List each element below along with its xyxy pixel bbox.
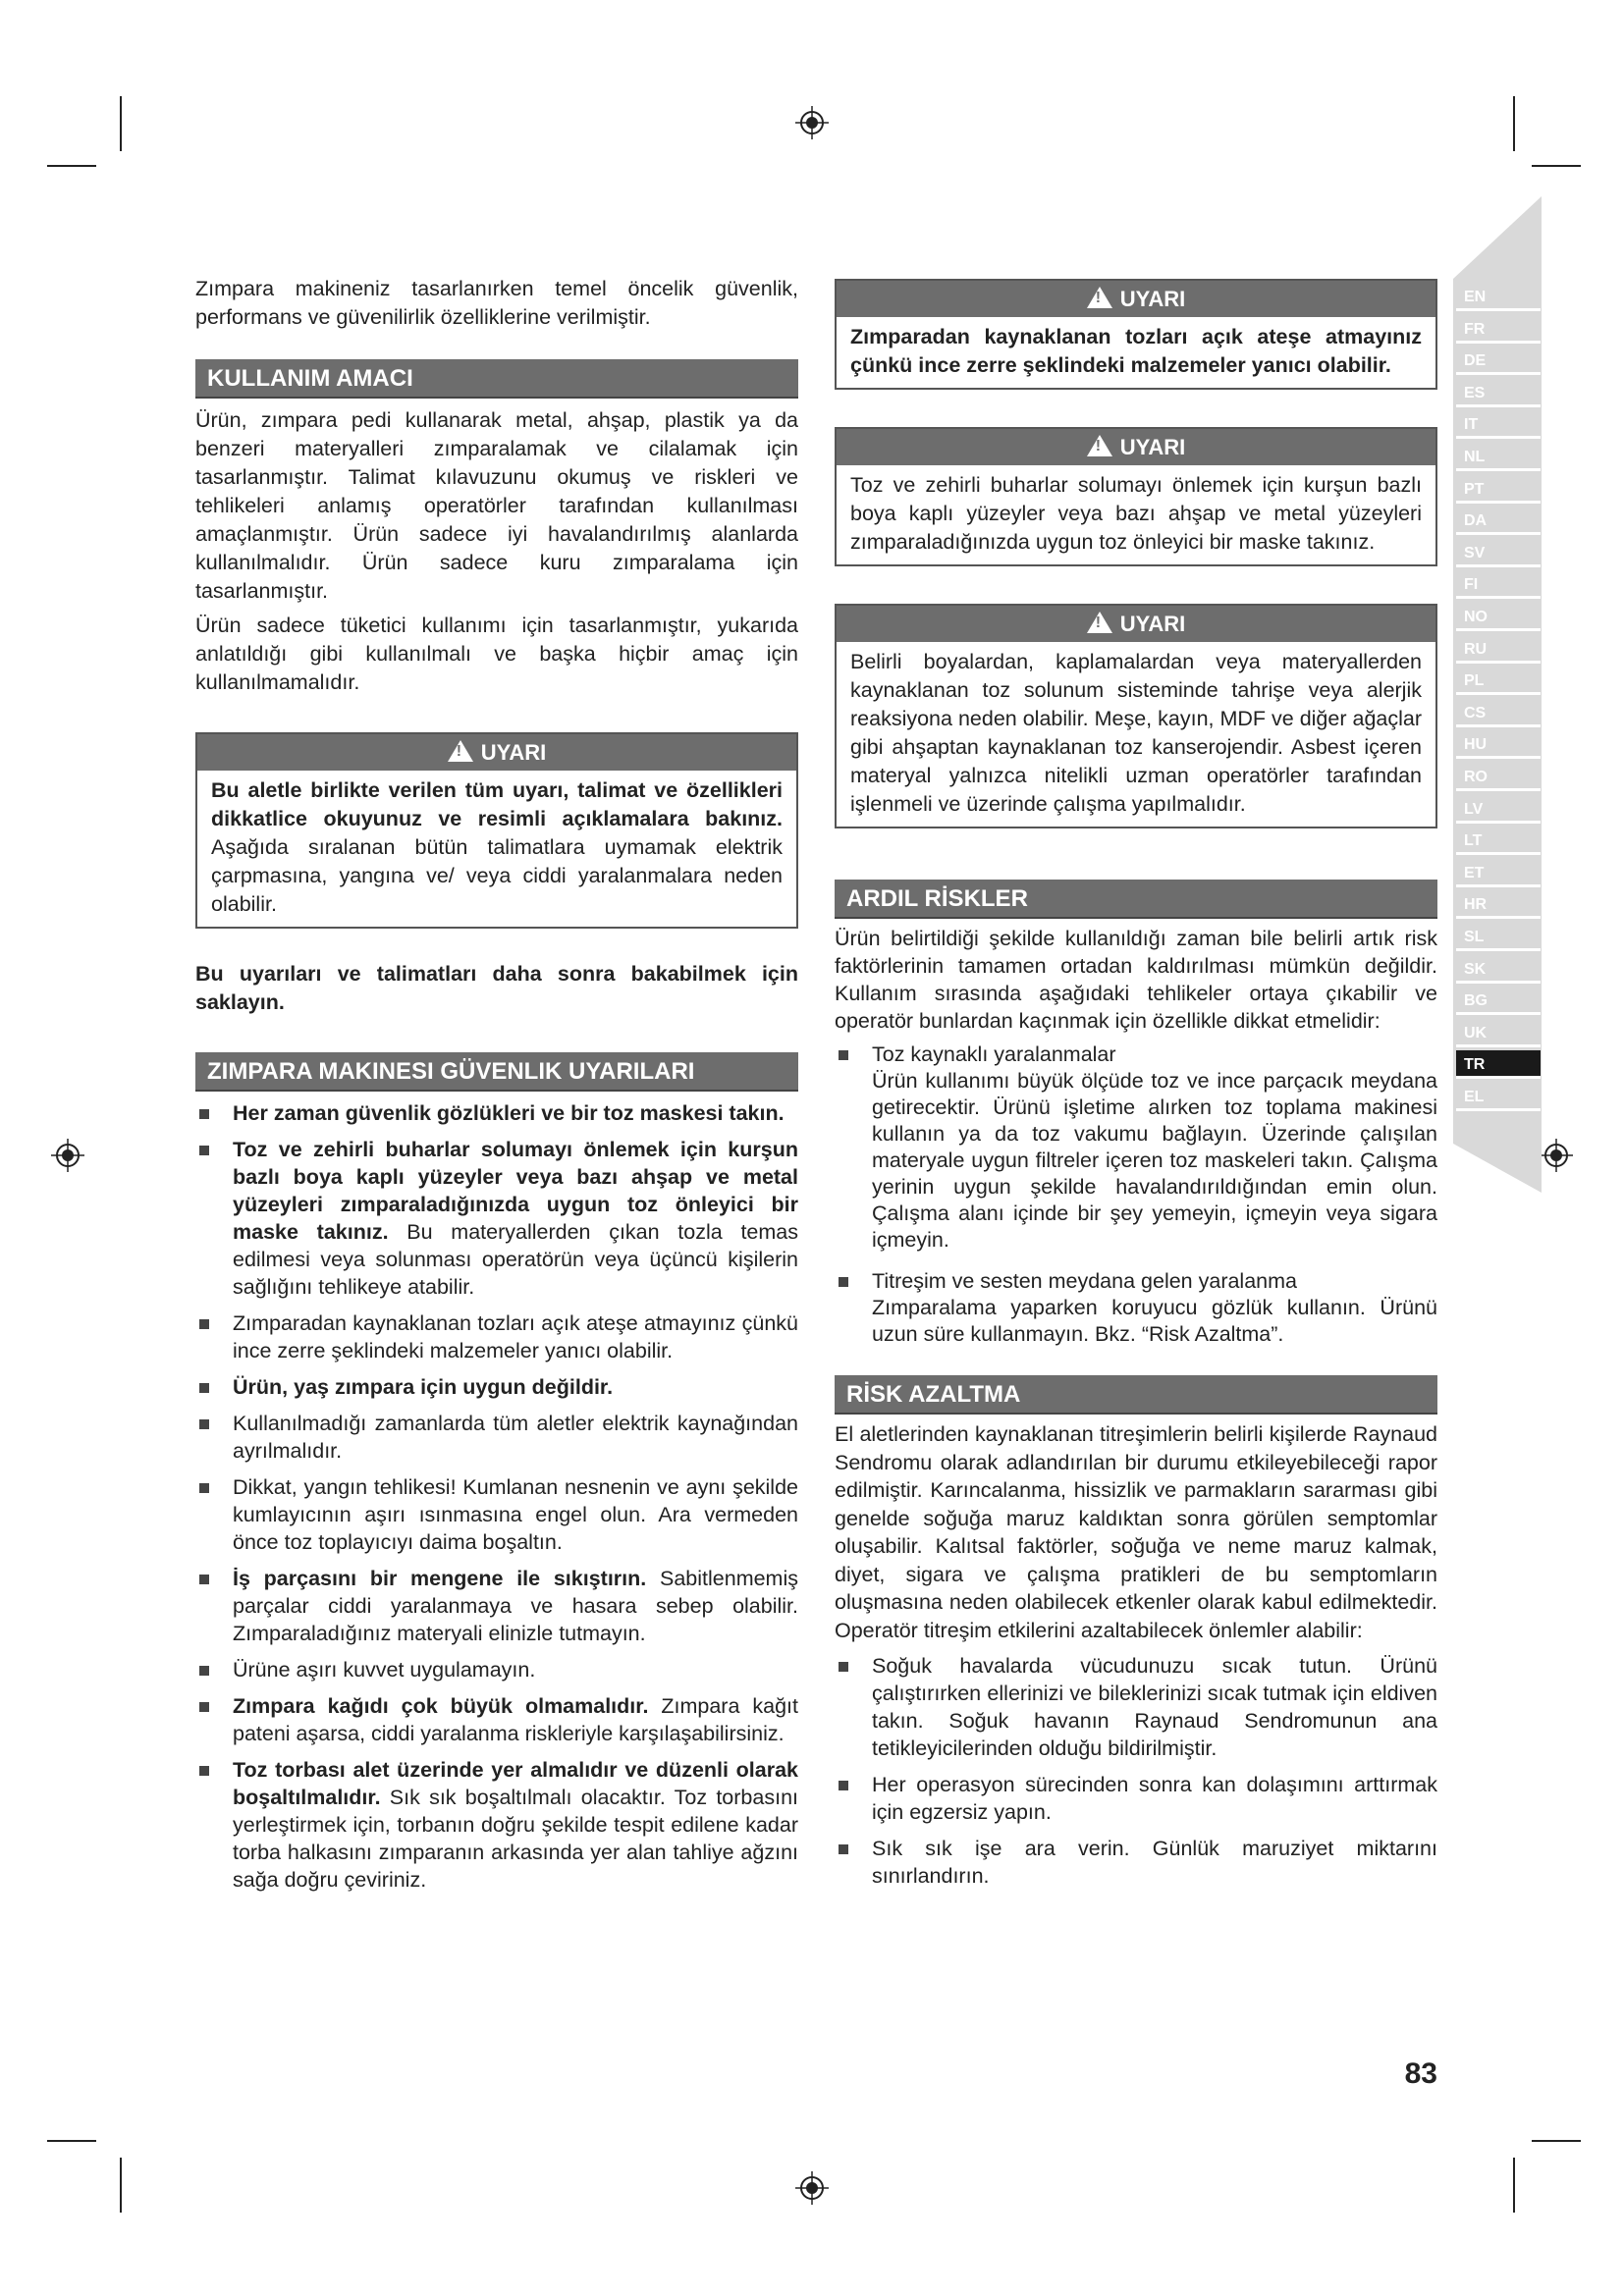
left-column bbox=[195, 275, 798, 1902]
risk-item-text: Zımparalama yaparken koruyucu gözlük kullanın. Ürünü uzun süre kullanmayın. Bkz. “Risk Azaltma”. bbox=[872, 1296, 1437, 1346]
risk-reduction-item bbox=[835, 1835, 1437, 1890]
language-tab-sl[interactable]: SL bbox=[1456, 923, 1541, 951]
residual-risk-item bbox=[835, 1267, 1437, 1348]
language-tab-ro[interactable]: RO bbox=[1456, 763, 1541, 791]
language-tab-lt[interactable]: LT bbox=[1456, 827, 1541, 855]
item-text: Bu materyallerden çıkan tozla temas edilmesi veya solunması operatörün veya üçüncü kişilerin sağlığını tehlikeye atabilir. bbox=[233, 1220, 798, 1299]
section-heading-guvenlik: ZIMPARA MAKINESI GÜVENLIK UYARILARI bbox=[195, 1052, 798, 1092]
language-tab-it[interactable]: IT bbox=[1456, 410, 1541, 439]
risk-reduction-list bbox=[835, 1652, 1437, 1890]
crop-mark bbox=[1532, 165, 1581, 167]
item-text: Ürüne aşırı kuvvet uygulamayın. bbox=[233, 1658, 536, 1682]
warning-triangle-icon bbox=[1087, 435, 1112, 456]
language-tab-cs[interactable]: CS bbox=[1456, 699, 1541, 727]
warning-triangle-icon bbox=[1087, 612, 1112, 633]
warning-box-body: Belirli boyalardan, kaplamalardan veya materyallerden kaynaklanan toz solunum sisteminde tahrişe veya alerjik reaksiyona neden olabilir. Meşe, kayın, MDF ve diğer ağaçlar gibi ahşaptan kaynaklanan toz kanserojendir. Asbest içeren materyal yalnızca nitelikli uzman operatörler tarafından işlenmeli ve üzerinde çalışma yapılmalıdır. bbox=[850, 650, 1422, 816]
safety-warning-item bbox=[195, 1692, 798, 1747]
language-tab-tr[interactable]: TR bbox=[1456, 1050, 1541, 1079]
warning-text: Aşağıda sıralanan bütün talimatlara uymamak elektrik çarpmasına, yangına ve/ veya ciddi yaralanmalara neden olabilir. bbox=[211, 835, 783, 916]
item-text: Dikkat, yangın tehlikesi! Kumlanan nesnenin ve aynı şekilde kumlayıcının aşırı ısınmasına engel olun. Ara vermeden önce toz toplayıcıyı daima boşaltın. bbox=[233, 1475, 798, 1554]
registration-mark-icon bbox=[1540, 1139, 1573, 1172]
warning-bold-text: Zımparadan kaynaklanan tozları açık ateşe atmayınız çünkü ince zerre şeklindeki malzemeler yanıcı olabilir. bbox=[850, 325, 1422, 377]
language-tab-hu[interactable]: HU bbox=[1456, 730, 1541, 759]
residual-risk-item bbox=[835, 1041, 1437, 1254]
warning-box-header bbox=[197, 734, 796, 771]
item-text: Zımpara kağıt pateni aşarsa, ciddi yaralanma riskleriyle karşılaşabilirsiniz. bbox=[233, 1694, 798, 1745]
item-text: Soğuk havalarda vücudunuzu sıcak tutun. Ürünü çalıştırırken ellerinizi ve bileklerinizi sıcak tutmak için eldiven takın. Soğuk havanın Raynaud Sendromunun ana tetikleyicilerinden olduğu bildirilmiştir. bbox=[872, 1654, 1437, 1760]
warning-box-header bbox=[837, 429, 1435, 465]
crop-mark bbox=[1513, 2158, 1515, 2213]
warning-box-body bbox=[197, 771, 796, 927]
language-tab-nl[interactable]: NL bbox=[1456, 443, 1541, 471]
risk-item-title: Toz kaynaklı yaralanmalar bbox=[872, 1042, 1116, 1066]
language-tab-da[interactable]: DA bbox=[1456, 507, 1541, 535]
crop-mark bbox=[47, 2140, 96, 2142]
crop-mark bbox=[47, 165, 96, 167]
bullet-icon bbox=[199, 1575, 209, 1584]
bullet-icon bbox=[839, 1781, 848, 1790]
item-text: Sık sık boşaltılmalı olacaktır. Toz torbasını yerleştirmek için, torbanın doğru şekilde tespit edilene kadar torba halkasını zımparanın arkasında yer alan tahliye ağzını sağa doğru çeviriniz. bbox=[233, 1786, 798, 1892]
language-tab-fi[interactable]: FI bbox=[1456, 570, 1541, 599]
language-tab-el[interactable]: EL bbox=[1456, 1083, 1541, 1111]
item-bold-text: Zımpara kağıdı çok büyük olmamalıdır. bbox=[233, 1694, 649, 1718]
warning-box-body: Toz ve zehirli buharlar solumayı önlemek için kurşun bazlı boya kaplı yüzeyler veya bazı ahşap ve metal yüzeyleri zımparaladığınızda uygun toz önleyici bir maske takınız. bbox=[850, 473, 1422, 554]
warning-triangle-icon bbox=[1087, 287, 1112, 308]
bullet-icon bbox=[199, 1383, 209, 1393]
language-tab-pt[interactable]: PT bbox=[1456, 475, 1541, 504]
language-tab-ru[interactable]: RU bbox=[1456, 635, 1541, 664]
kullanim-paragraph-1: Ürün, zımpara pedi kullanarak metal, ahşap, plastik ya da benzeri materyalleri zımparalamak ve cilalamak için tasarlanmıştır. Talimat kılavuzunu okumuş ve riskleri ve tehlikeleri anlamış operatörler tarafından kullanılması amaçlanmıştır. Ürün sadece iyi havalandırılmış alanlarda kullanılmalıdır. Ürün sadece kuru zımparalama için tasarlanmıştır. bbox=[195, 408, 798, 603]
warning-box-4 bbox=[835, 604, 1437, 828]
item-bold-text: Ürün, yaş zımpara için uygun değildir. bbox=[233, 1375, 614, 1399]
warning-title: UYARI bbox=[480, 740, 547, 765]
residual-risks-list bbox=[835, 1041, 1437, 1348]
language-tab-lv[interactable]: LV bbox=[1456, 795, 1541, 824]
bullet-icon bbox=[839, 1662, 848, 1672]
crop-mark bbox=[1532, 2140, 1581, 2142]
item-bold-text: Her zaman güvenlik gözlükleri ve bir toz maskesi takın. bbox=[233, 1101, 785, 1125]
safety-warning-item bbox=[195, 1136, 798, 1301]
crop-mark bbox=[120, 2158, 122, 2213]
crop-mark bbox=[120, 96, 122, 151]
crop-mark bbox=[1513, 96, 1515, 151]
warning-bold-text: Bu aletle birlikte verilen tüm uyarı, talimat ve özellikleri dikkatlice okuyunuz ve resimli açıklamalara bakınız. bbox=[211, 778, 783, 830]
language-tab-de[interactable]: DE bbox=[1456, 347, 1541, 375]
item-bold-text: İş parçasını bir mengene ile sıkıştırın. bbox=[233, 1567, 647, 1590]
item-text: Sabitlenmemiş parçalar ciddi yaralanmaya ve hasara sebep olabilir. Zımparaladığınız materyali elinizle tutmayın. bbox=[233, 1567, 798, 1645]
safety-warnings-list bbox=[195, 1099, 798, 1894]
risk-item-text: Ürün kullanımı büyük ölçüde toz ve ince parçacık meydana getirecektir. Ürünü işletime alırken toz toplama makinesi kullanın ya da toz vakumu bağlayın. Üzerinde çalışılan materyale uygun filtreler içeren toz maskeleri takın. Çalışma yerinin uygun şekilde havalandırıldığından emin olun. Çalışma alanı içinde bir şey yemeyin, içmeyin veya sigara içmeyin. bbox=[872, 1069, 1437, 1252]
bullet-icon bbox=[839, 1844, 848, 1854]
warning-title: UYARI bbox=[1119, 435, 1186, 459]
language-tab-uk[interactable]: UK bbox=[1456, 1019, 1541, 1047]
language-tab-sv[interactable]: SV bbox=[1456, 539, 1541, 567]
bullet-icon bbox=[199, 1109, 209, 1119]
warning-box-2 bbox=[835, 279, 1437, 390]
bullet-icon bbox=[199, 1319, 209, 1329]
item-text: Sık sık işe ara verin. Günlük maruziyet miktarını sınırlandırın. bbox=[872, 1837, 1437, 1888]
item-bold-text: Toz torbası alet üzerinde yer almalıdır ve düzenli olarak boşaltılmalıdır. bbox=[233, 1758, 798, 1809]
safety-warning-item bbox=[195, 1565, 798, 1647]
warning-triangle-icon bbox=[448, 740, 473, 762]
safety-warning-item bbox=[195, 1656, 798, 1683]
risk-intro: El aletlerinden kaynaklanan titreşimlerin belirli kişilerde Raynaud Sendromu olarak adlandırılan bir durumu etkileyebileceği rapor edilmiştir. Karıncalanma, hissizlik ve parmakların sararması gibi genelde soğuğa maruz kaldıktan sonra görülen semptomlar oluşabilir. Kalıtsal faktörler, soğuğa ve neme maruz kalmak, diyet, sigara ve çalışma pratikleri de bu semptomların oluşmasına neden olabilecek etkenler olarak kabul edilmektedir. Operatör titreşim etkilerini azaltabilecek önlemler alabilir: bbox=[835, 1422, 1437, 1642]
section-heading-risk: RİSK AZALTMA bbox=[835, 1375, 1437, 1415]
registration-mark-icon bbox=[795, 2171, 829, 2205]
language-tab-es[interactable]: ES bbox=[1456, 379, 1541, 407]
language-tab-no[interactable]: NO bbox=[1456, 603, 1541, 631]
item-text: Zımparadan kaynaklanan tozları açık ateşe atmayınız çünkü ince zerre şeklindeki malzemeler yanıcı olabilir. bbox=[233, 1311, 798, 1362]
language-tab-sk[interactable]: SK bbox=[1456, 955, 1541, 984]
safety-warning-item bbox=[195, 1473, 798, 1556]
ardil-intro: Ürün belirtildiği şekilde kullanıldığı zaman bile belirli artık risk faktörlerinin tamamen ortadan kaldırılması mümkün değildir. Kullanım sırasında aşağıdaki tehlikeler ortaya çıkabilir ve operatör bunlardan kaçınmak için özellikle dikkat etmelidir: bbox=[835, 927, 1437, 1033]
bullet-icon bbox=[199, 1483, 209, 1493]
bullet-icon bbox=[839, 1277, 848, 1287]
bullet-icon bbox=[199, 1666, 209, 1676]
bullet-icon bbox=[199, 1146, 209, 1155]
language-tab-en[interactable]: EN bbox=[1456, 283, 1541, 311]
item-bold-text: Toz ve zehirli buharlar solumayı önlemek için kurşun bazlı boya kaplı yüzeyler veya bazı ahşap ve metal yüzeyleri zımparaladığınızda uygun toz önleyici bir maske takınız. bbox=[233, 1138, 798, 1244]
safety-warning-item bbox=[195, 1099, 798, 1127]
save-note: Bu uyarıları ve talimatları daha sonra bakabilmek için saklayın. bbox=[195, 962, 798, 1014]
warning-box-1 bbox=[195, 732, 798, 929]
language-tab-bg[interactable]: BG bbox=[1456, 987, 1541, 1015]
section-heading-ardil: ARDIL RİSKLER bbox=[835, 880, 1437, 919]
risk-item-title: Titreşim ve sesten meydana gelen yaralanma bbox=[872, 1269, 1297, 1293]
warning-box-header bbox=[837, 606, 1435, 642]
intro-text: Zımpara makineniz tasarlanırken temel öncelik güvenlik, performans ve güvenilirlik özelliklerine verilmiştir. bbox=[195, 277, 798, 329]
bullet-icon bbox=[839, 1050, 848, 1060]
right-column bbox=[835, 279, 1437, 1898]
risk-reduction-item bbox=[835, 1771, 1437, 1826]
item-text: Kullanılmadığı zamanlarda tüm aletler elektrik kaynağından ayrılmalıdır. bbox=[233, 1412, 798, 1463]
item-text: Her operasyon sürecinden sonra kan dolaşımını arttırmak için egzersiz yapın. bbox=[872, 1773, 1437, 1824]
bullet-icon bbox=[199, 1419, 209, 1429]
warning-box-header bbox=[837, 281, 1435, 317]
registration-mark-icon bbox=[51, 1139, 84, 1172]
page-number: 83 bbox=[1404, 2057, 1437, 2090]
warning-box-body bbox=[837, 317, 1435, 388]
registration-mark-icon bbox=[795, 106, 829, 139]
language-tab-et[interactable]: ET bbox=[1456, 859, 1541, 887]
warning-box-3 bbox=[835, 427, 1437, 566]
safety-warning-item bbox=[195, 1756, 798, 1894]
language-tab-fr[interactable]: FR bbox=[1456, 315, 1541, 344]
safety-warning-item bbox=[195, 1410, 798, 1465]
section-heading-kullanim: KULLANIM AMACI bbox=[195, 359, 798, 399]
risk-reduction-item bbox=[835, 1652, 1437, 1762]
language-tab-hr[interactable]: HR bbox=[1456, 890, 1541, 919]
language-tab-pl[interactable]: PL bbox=[1456, 667, 1541, 695]
safety-warning-item bbox=[195, 1373, 798, 1401]
bullet-icon bbox=[199, 1766, 209, 1776]
bullet-icon bbox=[199, 1702, 209, 1712]
warning-title: UYARI bbox=[1119, 287, 1186, 311]
kullanim-paragraph-2: Ürün sadece tüketici kullanımı için tasarlanmıştır, yukarıda anlatıldığı gibi kullanılmalı ve başka hiçbir amaç için kullanılmamalıdır. bbox=[195, 614, 798, 694]
safety-warning-item bbox=[195, 1309, 798, 1364]
warning-title: UYARI bbox=[1119, 612, 1186, 636]
